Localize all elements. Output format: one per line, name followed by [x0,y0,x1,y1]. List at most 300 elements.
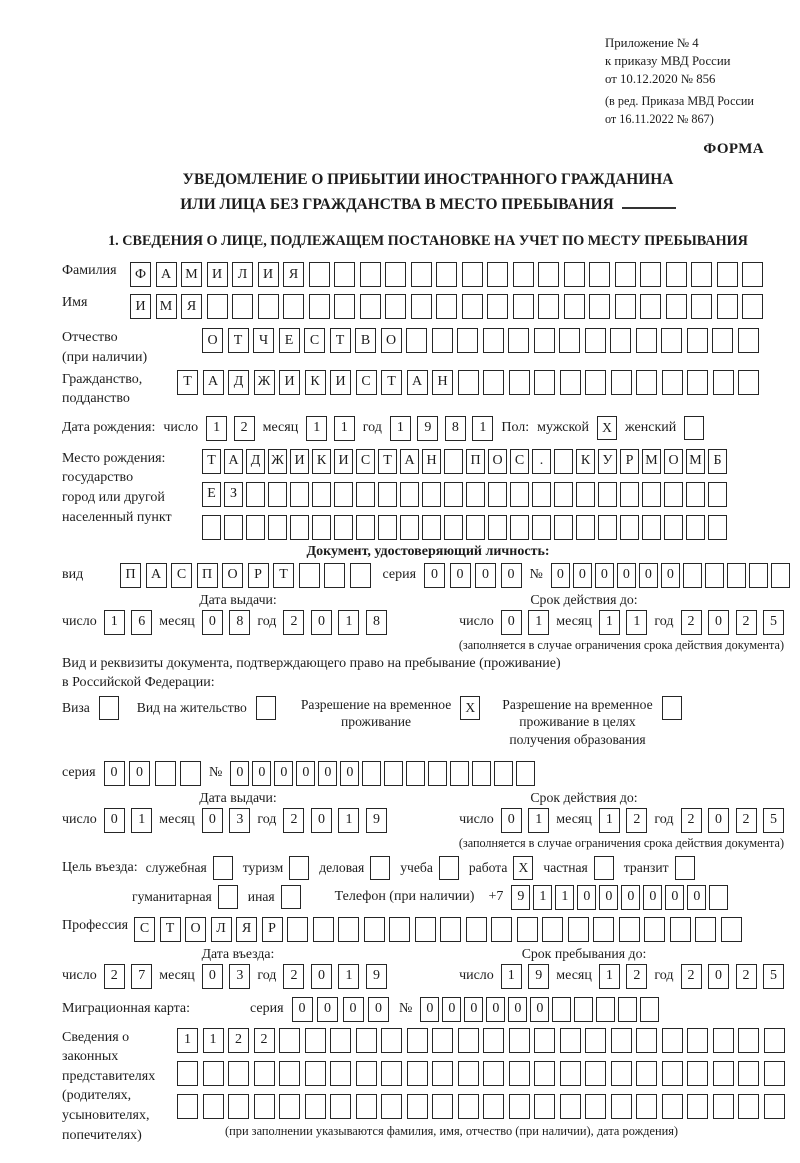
char-cell[interactable] [268,515,287,540]
char-cell[interactable]: 0 [530,997,549,1022]
char-cell[interactable]: А [203,370,224,395]
char-cell[interactable]: 0 [104,761,125,786]
char-cell[interactable] [642,515,661,540]
char-cell[interactable]: С [356,449,375,474]
char-cell[interactable]: 0 [661,563,680,588]
char-cell[interactable] [180,761,201,786]
purpose-transit-checkbox[interactable] [675,856,695,880]
char-cell[interactable]: 0 [252,761,271,786]
char-cell[interactable] [538,262,559,287]
char-cell[interactable]: А [156,262,177,287]
char-cell[interactable]: Т [228,328,249,353]
char-cell[interactable]: 0 [424,563,445,588]
char-cell[interactable]: 9 [511,885,530,910]
char-cell[interactable] [568,917,589,942]
char-cell[interactable]: 1 [334,416,355,441]
char-cell[interactable] [462,294,483,319]
char-cell[interactable] [560,370,581,395]
char-cell[interactable]: 0 [595,563,614,588]
char-cell[interactable]: 0 [340,761,359,786]
char-cell[interactable] [466,515,485,540]
char-cell[interactable]: 2 [228,1028,249,1053]
char-cell[interactable] [738,1061,759,1086]
char-cell[interactable] [670,917,691,942]
char-cell[interactable]: М [642,449,661,474]
char-cell[interactable]: Е [202,482,221,507]
char-cell[interactable] [589,262,610,287]
char-cell[interactable] [509,1061,530,1086]
char-cell[interactable]: . [532,449,551,474]
char-cell[interactable] [713,1028,734,1053]
char-cell[interactable] [713,1061,734,1086]
char-cell[interactable]: Я [236,917,257,942]
char-cell[interactable]: Т [160,917,181,942]
char-cell[interactable] [483,1094,504,1119]
char-cell[interactable]: 2 [681,610,702,635]
char-cell[interactable]: О [202,328,223,353]
char-cell[interactable] [488,482,507,507]
char-cell[interactable]: 0 [274,761,293,786]
char-cell[interactable] [642,482,661,507]
char-cell[interactable]: 0 [450,563,471,588]
char-cell[interactable]: 1 [338,964,359,989]
char-cell[interactable] [356,515,375,540]
gender-female-checkbox[interactable] [684,416,704,440]
char-cell[interactable] [721,917,742,942]
char-cell[interactable] [610,328,631,353]
char-cell[interactable] [708,515,727,540]
char-cell[interactable] [644,917,665,942]
char-cell[interactable] [709,885,728,910]
char-cell[interactable] [564,262,585,287]
char-cell[interactable] [483,1028,504,1053]
char-cell[interactable]: 0 [202,808,223,833]
char-cell[interactable]: Т [378,449,397,474]
char-cell[interactable] [764,1061,785,1086]
char-cell[interactable] [640,997,659,1022]
char-cell[interactable] [312,515,331,540]
char-cell[interactable] [585,1094,606,1119]
char-cell[interactable] [406,761,425,786]
char-cell[interactable] [552,997,571,1022]
char-cell[interactable]: Я [181,294,202,319]
char-cell[interactable]: 0 [687,885,706,910]
char-cell[interactable] [611,370,632,395]
char-cell[interactable] [254,1094,275,1119]
char-cell[interactable]: 9 [366,808,387,833]
char-cell[interactable] [564,294,585,319]
char-cell[interactable]: 5 [763,610,784,635]
char-cell[interactable] [636,370,657,395]
visa-checkbox[interactable] [99,696,119,720]
char-cell[interactable] [356,482,375,507]
char-cell[interactable]: Ж [254,370,275,395]
char-cell[interactable] [466,917,487,942]
char-cell[interactable] [203,1094,224,1119]
purpose-private-checkbox[interactable] [594,856,614,880]
char-cell[interactable] [738,370,759,395]
char-cell[interactable]: Р [262,917,283,942]
char-cell[interactable] [488,515,507,540]
char-cell[interactable] [356,1061,377,1086]
char-cell[interactable]: А [400,449,419,474]
char-cell[interactable] [534,1094,555,1119]
char-cell[interactable]: О [222,563,243,588]
char-cell[interactable]: 2 [626,808,647,833]
purpose-tourism-checkbox[interactable] [289,856,309,880]
char-cell[interactable] [279,1061,300,1086]
temp-residence-education-checkbox[interactable] [662,696,682,720]
char-cell[interactable]: 1 [104,610,125,635]
char-cell[interactable]: 0 [577,885,596,910]
char-cell[interactable] [362,761,381,786]
char-cell[interactable]: А [224,449,243,474]
char-cell[interactable]: 0 [501,563,522,588]
char-cell[interactable]: 0 [708,808,729,833]
char-cell[interactable]: 0 [420,997,439,1022]
char-cell[interactable] [749,563,768,588]
char-cell[interactable] [458,370,479,395]
char-cell[interactable] [593,917,614,942]
char-cell[interactable]: 0 [311,964,332,989]
char-cell[interactable]: 2 [681,964,702,989]
char-cell[interactable]: С [134,917,155,942]
char-cell[interactable] [554,482,573,507]
char-cell[interactable] [683,563,702,588]
char-cell[interactable]: 7 [131,964,152,989]
char-cell[interactable] [422,515,441,540]
char-cell[interactable]: 0 [708,964,729,989]
char-cell[interactable]: Л [232,262,253,287]
char-cell[interactable] [324,563,345,588]
char-cell[interactable]: А [407,370,428,395]
char-cell[interactable] [589,294,610,319]
char-cell[interactable]: М [686,449,705,474]
char-cell[interactable]: П [120,563,141,588]
char-cell[interactable] [432,1061,453,1086]
char-cell[interactable] [389,917,410,942]
char-cell[interactable] [487,262,508,287]
residence-permit-checkbox[interactable] [256,696,276,720]
char-cell[interactable] [378,515,397,540]
char-cell[interactable]: 0 [617,563,636,588]
char-cell[interactable] [598,482,617,507]
char-cell[interactable]: З [224,482,243,507]
char-cell[interactable] [534,370,555,395]
char-cell[interactable] [356,1094,377,1119]
char-cell[interactable] [432,328,453,353]
char-cell[interactable] [246,482,265,507]
char-cell[interactable] [350,563,371,588]
char-cell[interactable]: 1 [390,416,411,441]
char-cell[interactable] [705,563,724,588]
char-cell[interactable] [207,294,228,319]
char-cell[interactable] [664,482,683,507]
char-cell[interactable]: 1 [626,610,647,635]
char-cell[interactable]: Т [273,563,294,588]
char-cell[interactable]: 1 [306,416,327,441]
char-cell[interactable]: 2 [283,808,304,833]
char-cell[interactable] [727,563,746,588]
char-cell[interactable] [494,761,513,786]
char-cell[interactable]: Д [228,370,249,395]
char-cell[interactable]: 0 [317,997,338,1022]
char-cell[interactable] [364,917,385,942]
char-cell[interactable] [381,1094,402,1119]
char-cell[interactable] [290,482,309,507]
char-cell[interactable]: 8 [445,416,466,441]
char-cell[interactable] [517,917,538,942]
char-cell[interactable] [384,761,403,786]
char-cell[interactable] [509,1028,530,1053]
char-cell[interactable] [334,482,353,507]
char-cell[interactable]: К [312,449,331,474]
char-cell[interactable] [687,1028,708,1053]
char-cell[interactable] [534,1028,555,1053]
char-cell[interactable] [232,294,253,319]
purpose-other-checkbox[interactable] [281,885,301,909]
char-cell[interactable] [458,1094,479,1119]
char-cell[interactable]: Т [202,449,221,474]
char-cell[interactable]: С [356,370,377,395]
char-cell[interactable] [620,515,639,540]
char-cell[interactable]: М [181,262,202,287]
char-cell[interactable] [309,262,330,287]
char-cell[interactable]: С [171,563,192,588]
char-cell[interactable]: 1 [599,610,620,635]
char-cell[interactable] [532,482,551,507]
char-cell[interactable] [458,1028,479,1053]
char-cell[interactable]: Е [279,328,300,353]
char-cell[interactable] [487,294,508,319]
char-cell[interactable]: И [279,370,300,395]
char-cell[interactable] [472,761,491,786]
char-cell[interactable] [385,294,406,319]
char-cell[interactable] [330,1028,351,1053]
char-cell[interactable]: 1 [528,610,549,635]
char-cell[interactable]: 1 [472,416,493,441]
char-cell[interactable] [585,328,606,353]
char-cell[interactable] [611,1028,632,1053]
char-cell[interactable]: О [664,449,683,474]
purpose-work-checkbox[interactable]: X [513,856,533,880]
char-cell[interactable] [764,1094,785,1119]
char-cell[interactable]: 9 [417,416,438,441]
char-cell[interactable]: 2 [626,964,647,989]
char-cell[interactable] [407,1061,428,1086]
char-cell[interactable] [287,917,308,942]
char-cell[interactable] [534,328,555,353]
char-cell[interactable] [615,262,636,287]
char-cell[interactable] [636,328,657,353]
char-cell[interactable] [687,370,708,395]
char-cell[interactable] [360,294,381,319]
char-cell[interactable]: А [146,563,167,588]
char-cell[interactable] [611,1061,632,1086]
char-cell[interactable] [636,1028,657,1053]
char-cell[interactable] [738,1094,759,1119]
char-cell[interactable]: 0 [202,610,223,635]
char-cell[interactable]: 0 [621,885,640,910]
char-cell[interactable]: О [488,449,507,474]
char-cell[interactable]: Л [211,917,232,942]
char-cell[interactable]: 2 [681,808,702,833]
char-cell[interactable] [687,1094,708,1119]
char-cell[interactable] [228,1094,249,1119]
char-cell[interactable] [155,761,176,786]
char-cell[interactable] [532,515,551,540]
char-cell[interactable] [268,482,287,507]
char-cell[interactable]: С [510,449,529,474]
char-cell[interactable]: Т [177,370,198,395]
char-cell[interactable] [742,262,763,287]
char-cell[interactable] [513,262,534,287]
char-cell[interactable] [618,997,637,1022]
char-cell[interactable]: 0 [708,610,729,635]
char-cell[interactable] [640,294,661,319]
char-cell[interactable] [444,449,463,474]
char-cell[interactable] [254,1061,275,1086]
char-cell[interactable] [542,917,563,942]
char-cell[interactable] [202,515,221,540]
char-cell[interactable] [224,515,243,540]
char-cell[interactable]: 0 [599,885,618,910]
char-cell[interactable] [691,262,712,287]
purpose-official-checkbox[interactable] [213,856,233,880]
char-cell[interactable]: 8 [229,610,250,635]
char-cell[interactable] [585,1028,606,1053]
char-cell[interactable]: Ж [268,449,287,474]
char-cell[interactable]: 0 [501,610,522,635]
char-cell[interactable]: 2 [736,610,757,635]
char-cell[interactable]: Ф [130,262,151,287]
char-cell[interactable]: Б [708,449,727,474]
char-cell[interactable] [483,328,504,353]
char-cell[interactable]: 1 [177,1028,198,1053]
char-cell[interactable] [560,1028,581,1053]
char-cell[interactable] [177,1061,198,1086]
char-cell[interactable] [534,1061,555,1086]
char-cell[interactable]: 0 [573,563,592,588]
gender-male-checkbox[interactable]: X [597,416,617,440]
char-cell[interactable] [662,1028,683,1053]
char-cell[interactable] [513,294,534,319]
char-cell[interactable] [717,262,738,287]
char-cell[interactable] [764,1028,785,1053]
char-cell[interactable]: 2 [234,416,255,441]
char-cell[interactable] [283,294,304,319]
char-cell[interactable] [356,1028,377,1053]
char-cell[interactable]: П [466,449,485,474]
char-cell[interactable] [330,1061,351,1086]
char-cell[interactable] [381,1061,402,1086]
char-cell[interactable]: К [576,449,595,474]
char-cell[interactable] [338,917,359,942]
char-cell[interactable] [462,262,483,287]
char-cell[interactable]: 1 [203,1028,224,1053]
char-cell[interactable] [717,294,738,319]
purpose-study-checkbox[interactable] [439,856,459,880]
char-cell[interactable]: П [197,563,218,588]
char-cell[interactable] [686,515,705,540]
char-cell[interactable]: 5 [763,964,784,989]
char-cell[interactable]: 9 [528,964,549,989]
char-cell[interactable]: 3 [229,964,250,989]
char-cell[interactable] [662,370,683,395]
char-cell[interactable] [598,515,617,540]
char-cell[interactable] [436,262,457,287]
char-cell[interactable] [458,1061,479,1086]
char-cell[interactable] [666,294,687,319]
char-cell[interactable]: 2 [283,964,304,989]
char-cell[interactable] [305,1094,326,1119]
char-cell[interactable] [510,515,529,540]
char-cell[interactable]: Н [422,449,441,474]
char-cell[interactable] [738,328,759,353]
char-cell[interactable]: О [185,917,206,942]
char-cell[interactable] [406,328,427,353]
char-cell[interactable] [415,917,436,942]
char-cell[interactable] [309,294,330,319]
char-cell[interactable]: 2 [104,964,125,989]
char-cell[interactable]: 0 [368,997,389,1022]
char-cell[interactable]: Т [330,328,351,353]
char-cell[interactable] [407,1094,428,1119]
char-cell[interactable] [662,1094,683,1119]
char-cell[interactable] [491,917,512,942]
char-cell[interactable] [713,370,734,395]
char-cell[interactable]: 0 [442,997,461,1022]
char-cell[interactable]: 1 [338,610,359,635]
char-cell[interactable] [615,294,636,319]
char-cell[interactable] [466,482,485,507]
char-cell[interactable] [691,294,712,319]
char-cell[interactable]: И [258,262,279,287]
char-cell[interactable]: 2 [283,610,304,635]
char-cell[interactable] [246,515,265,540]
char-cell[interactable] [661,328,682,353]
char-cell[interactable]: И [207,262,228,287]
char-cell[interactable] [687,1061,708,1086]
char-cell[interactable]: У [598,449,617,474]
char-cell[interactable]: 9 [366,964,387,989]
char-cell[interactable] [440,917,461,942]
char-cell[interactable] [576,482,595,507]
char-cell[interactable] [334,515,353,540]
char-cell[interactable]: 1 [555,885,574,910]
char-cell[interactable]: 0 [129,761,150,786]
char-cell[interactable]: 2 [736,808,757,833]
char-cell[interactable] [538,294,559,319]
char-cell[interactable] [483,1061,504,1086]
char-cell[interactable]: 0 [318,761,337,786]
char-cell[interactable]: 1 [131,808,152,833]
purpose-humanitarian-checkbox[interactable] [218,885,238,909]
char-cell[interactable] [516,761,535,786]
char-cell[interactable] [742,294,763,319]
char-cell[interactable] [279,1028,300,1053]
char-cell[interactable] [411,294,432,319]
char-cell[interactable]: М [156,294,177,319]
char-cell[interactable] [585,1061,606,1086]
char-cell[interactable] [258,294,279,319]
char-cell[interactable] [450,761,469,786]
char-cell[interactable] [560,1061,581,1086]
char-cell[interactable]: 1 [338,808,359,833]
char-cell[interactable] [279,1094,300,1119]
char-cell[interactable]: 0 [551,563,570,588]
char-cell[interactable] [554,449,573,474]
